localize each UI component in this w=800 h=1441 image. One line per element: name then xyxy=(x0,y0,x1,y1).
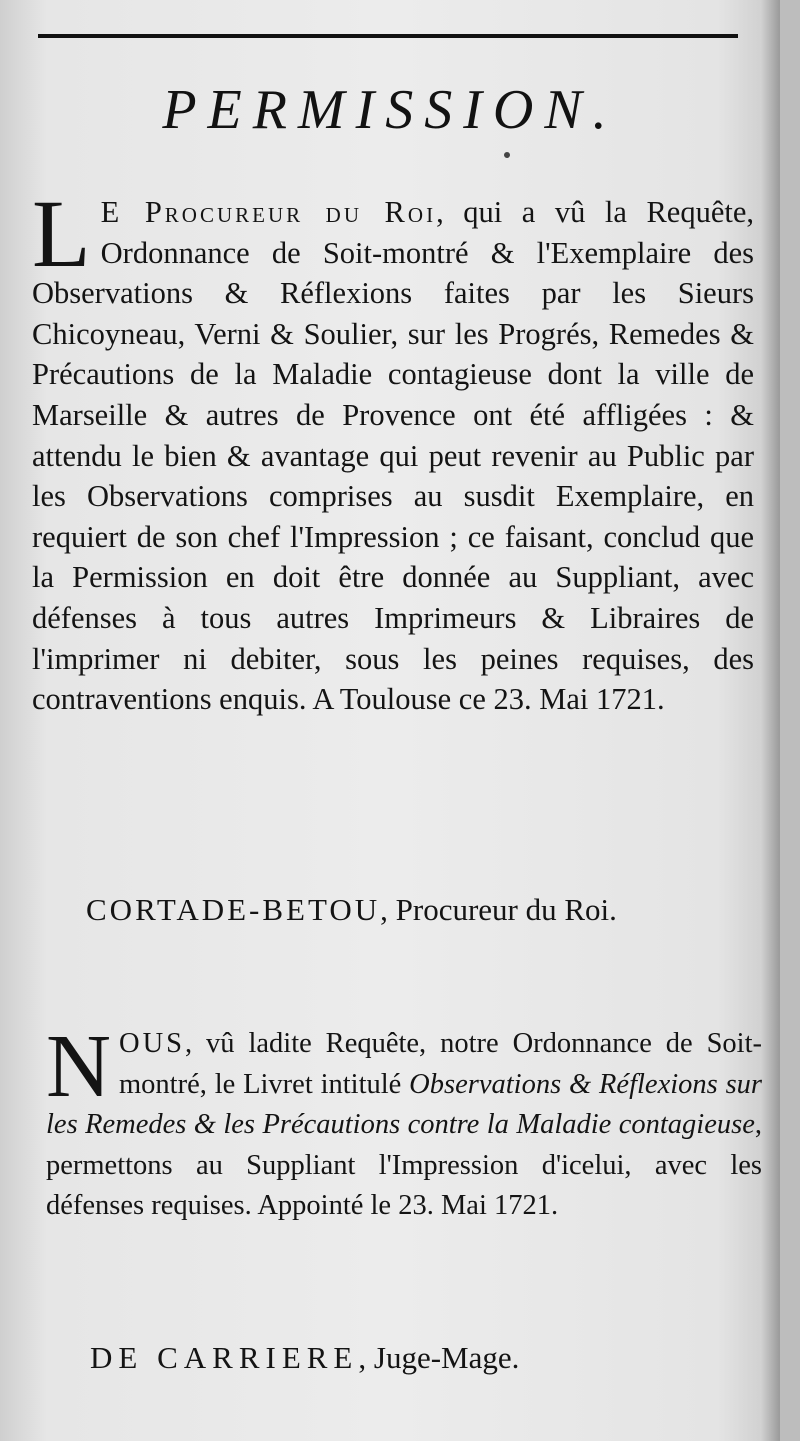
ink-dot xyxy=(504,152,510,158)
signature-juge xyxy=(90,1340,519,1376)
drop-cap-n: N xyxy=(46,1017,111,1116)
permission-body: , qui a vû la Requête, Ordonnance de Soit-montré & l'Exemplaire des Observations & Réflexions faites par les Sieurs Chicoyneau, Verni & Soulier, sur les Progrés, Remedes & Précautions de la Maladie contagieuse dont la ville de Marseille & autres de Provence ont été affligées : & attendu le bien & avantage qui peut revenir au Public par les Observations comprises au susdit Exemplaire, en requiert de son chef l'Impression ; ce faisant, conclud que la Permission en doit être donnée au Suppliant, avec défenses à tous autres Imprimeurs & Libraires de l'imprimer ni debiter, sous les peines requises, des contraventions enquis. A Toulouse ce 23. Mai 1721. xyxy=(32,195,754,717)
ordonnance-body-end: , permettons au Suppliant l'Impression d'icelui, avec les défenses requises. Appointé le 23. Mai 1721. xyxy=(46,1109,762,1221)
ordonnance-body-start: , vû ladite Requête, notre Ordonnance de Soit-montré, le Livret intitulé xyxy=(119,1028,762,1100)
ordonnance-lead: OUS xyxy=(119,1028,186,1059)
page-edge-shadow xyxy=(760,0,780,1441)
permission-paragraph xyxy=(32,180,754,720)
juge-role: , Juge-Mage. xyxy=(358,1340,520,1375)
signature-procureur xyxy=(86,892,617,928)
procureur-name: CORTADE-BETOU xyxy=(86,892,381,927)
drop-cap-l: L xyxy=(32,180,91,287)
ordonnance-paragraph xyxy=(46,1017,762,1227)
juge-name: DE CARRIERE xyxy=(90,1340,359,1375)
permission-lead: E Procureur du Roi xyxy=(100,195,437,229)
procureur-role: , Procureur du Roi. xyxy=(380,892,617,927)
book-title: Observations & Réflexions sur les Remedes & les Précautions contre la Maladie contagieuse xyxy=(46,1068,762,1140)
header-rule xyxy=(38,34,738,38)
page-title: PERMISSION. xyxy=(162,79,618,141)
